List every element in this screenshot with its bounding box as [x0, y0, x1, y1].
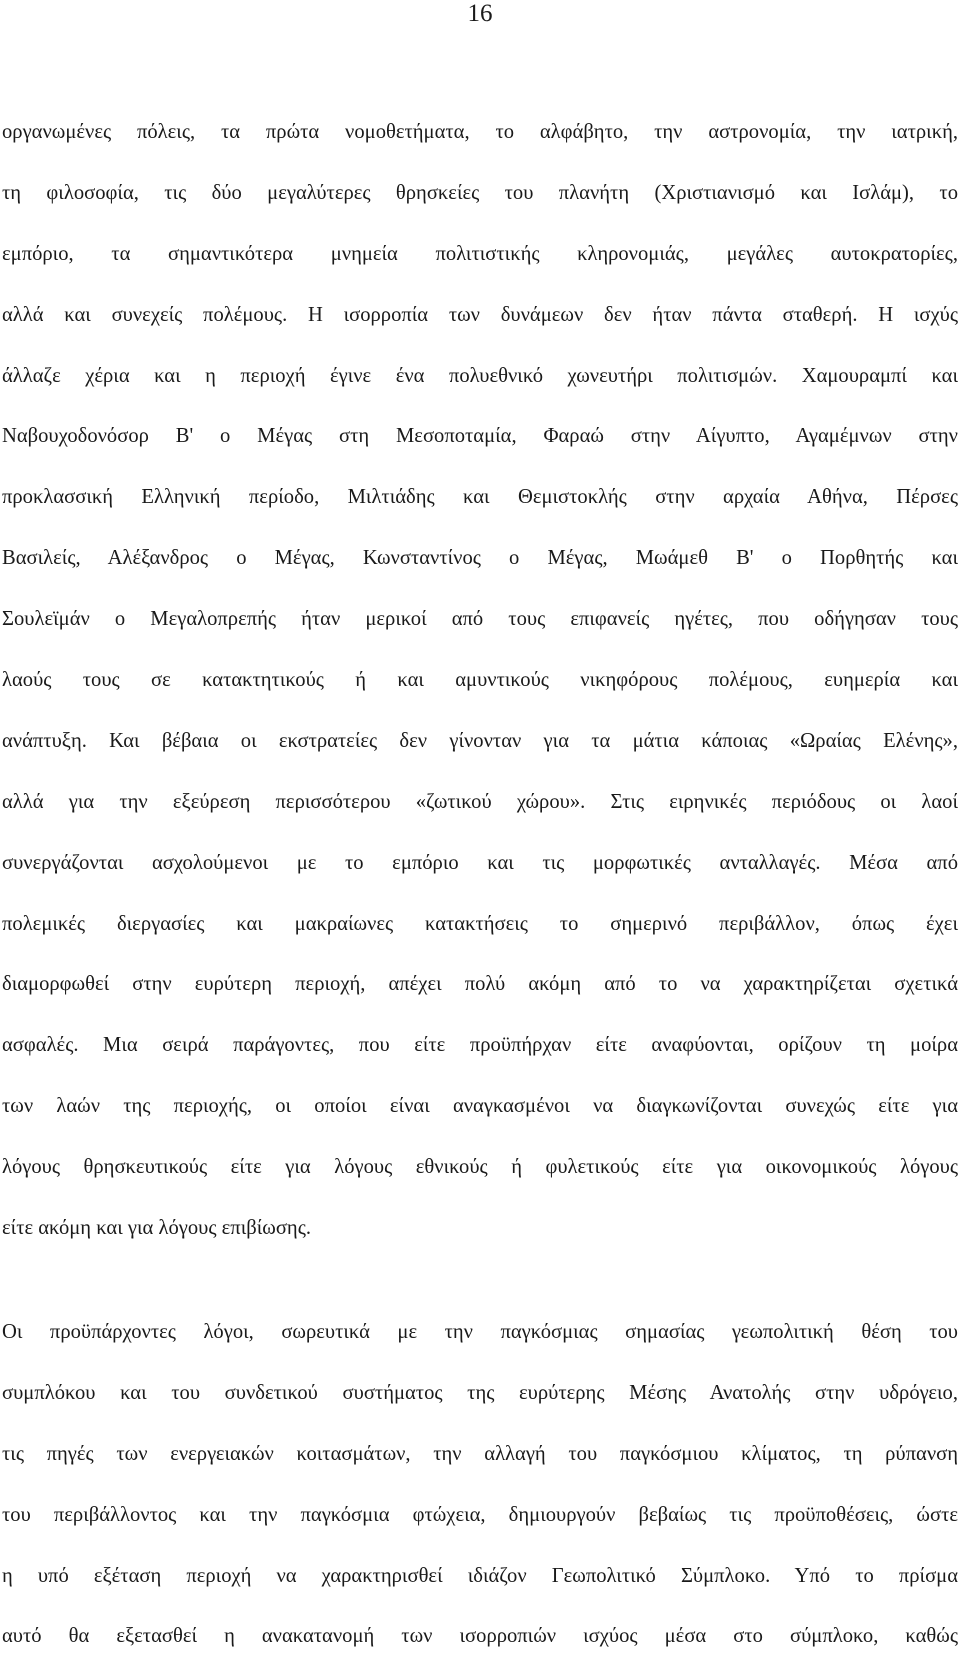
text-line: πολεμικές διεργασίες και μακραίωνες κατακτήσεις το σημερινό περιβάλλον, όπως έχει: [2, 912, 958, 935]
text-line: λόγους θρησκευτικούς είτε για λόγους εθνικούς ή φυλετικούς είτε για οικονομικούς λόγους: [2, 1156, 958, 1179]
text-line: Σουλεϊμάν ο Μεγαλοπρεπής ήταν μερικοί από τους επιφανείς ηγέτες, που οδήγησαν τους: [2, 608, 958, 631]
text-line: συμπλόκου και του συνδετικού συστήματος της ευρύτερης Μέσης Ανατολής στην υδρόγειο,: [2, 1381, 958, 1404]
paragraph-1: [2, 102, 958, 1259]
text-line: ασφαλές. Μια σειρά παράγοντες, που είτε προϋπήρχαν είτε αναφύονται, ορίζουν τη μοίρα: [2, 1034, 958, 1057]
text-line: αλλά και συνεχείς πολέμους. Η ισορροπία των δυνάμεων δεν ήταν πάντα σταθερή. Η ισχύς: [2, 303, 958, 326]
text-line: είτε ακόμη και για λόγους επιβίωσης.: [2, 1217, 311, 1240]
text-line: τη φιλοσοφία, τις δύο μεγαλύτερες θρησκείες του πλανήτη (Χριστιανισμό και Ισλάμ), το: [2, 181, 958, 204]
text-line: προκλασσική Ελληνική περίοδο, Μιλτιάδης και Θεμιστοκλής στην αρχαία Αθήνα, Πέρσες: [2, 486, 958, 509]
text-line: ανάπτυξη. Και βέβαια οι εκστρατείες δεν γίνονταν για τα μάτια κάποιας «Ωραίας Ελένης»,: [2, 729, 958, 752]
text-line: εμπόριο, τα σημαντικότερα μνημεία πολιτιστικής κληρονομιάς, μεγάλες αυτοκρατορίες,: [2, 242, 958, 265]
page-number: 16: [467, 0, 493, 27]
text-line: συνεργάζονται ασχολούμενοι με το εμπόριο και τις μορφωτικές ανταλλαγές. Μέσα από: [2, 851, 958, 874]
paragraph-2: [2, 1302, 958, 1667]
text-line: Οι προϋπάρχοντες λόγοι, σωρευτικά με την παγκόσμιας σημασίας γεωπολιτική θέση του: [2, 1321, 958, 1343]
text-line: των λαών της περιοχής, οι οποίοι είναι αναγκασμένοι να διαγκωνίζονται συνεχώς είτε για: [2, 1095, 958, 1118]
text-line: λαούς τους σε κατακτητικούς ή και αμυντικούς νικηφόρους πολέμους, ευημερία και: [2, 669, 958, 692]
text-line: τις πηγές των ενεργειακών κοιτασμάτων, την αλλαγή του παγκόσμιου κλίματος, τη ρύπανση: [2, 1442, 958, 1465]
text-line: διαμορφωθεί στην ευρύτερη περιοχή, απέχει πολύ ακόμη από το να χαρακτηρίζεται σχετικά: [2, 973, 958, 996]
text-line: άλλαζε χέρια και η περιοχή έγινε ένα πολυεθνικό χωνευτήρι πολιτισμών. Χαμουραμπί και: [2, 364, 958, 387]
text-line: αλλά για την εξεύρεση περισσότερου «ζωτικού χώρου». Στις ειρηνικές περιόδους οι λαοί: [2, 790, 958, 813]
text-line: Ναβουχοδονόσορ Β' ο Μέγας στη Μεσοποταμία, Φαραώ στην Αίγυπτο, Αγαμέμνων στην: [2, 425, 958, 448]
text-line: του περιβάλλοντος και την παγκόσμια φτώχεια, δημιουργούν βεβαίως τις προϋποθέσεις, ώστε: [2, 1503, 958, 1526]
text-line: η υπό εξέταση περιοχή να χαρακτηρισθεί ιδιάζον Γεωπολιτικό Σύμπλοκο. Υπό το πρίσμα: [2, 1564, 958, 1587]
text-line: αυτό θα εξετασθεί η ανακατανομή των ισορροπιών ισχύος μέσα στο σύμπλοκο, καθώς: [2, 1625, 958, 1648]
text-line: οργανωμένες πόλεις, τα πρώτα νομοθετήματα, το αλφάβητο, την αστρονομία, την ιατρική,: [2, 121, 958, 143]
text-line: Βασιλείς, Αλέξανδρος ο Μέγας, Κωνσταντίνος ο Μέγας, Μωάμεθ Β' ο Πορθητής και: [2, 547, 958, 570]
